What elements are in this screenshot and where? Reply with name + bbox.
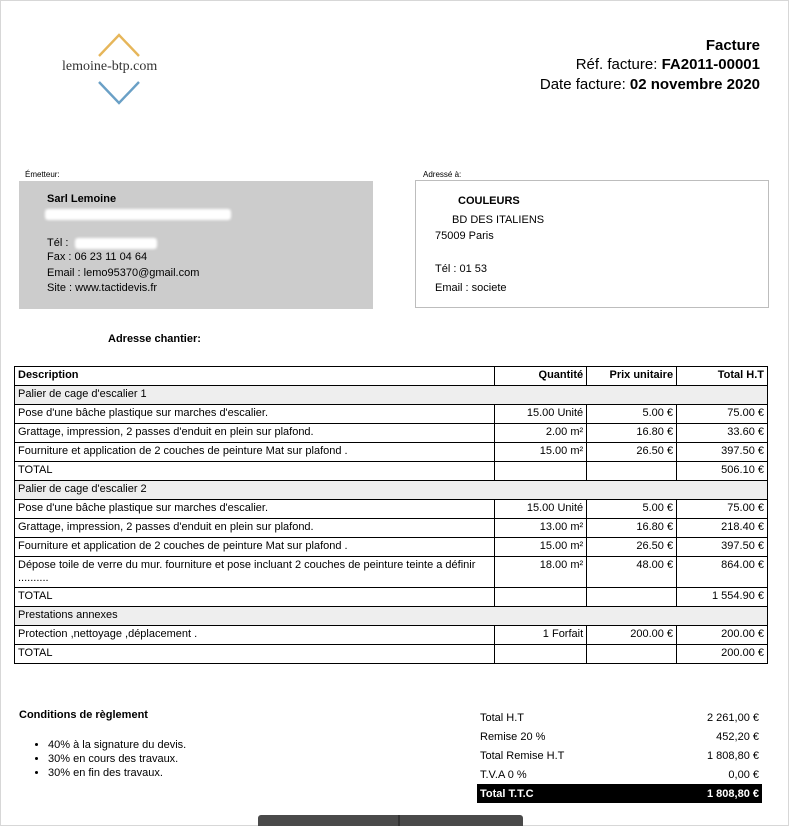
cell-description: Grattage, impression, 2 passes d'enduit en plein sur plafond. <box>15 519 495 538</box>
cell-unit-price: 200.00 € <box>587 626 677 645</box>
ref-value: FA2011-00001 <box>661 56 760 73</box>
col-description-header: Description <box>15 367 495 386</box>
emitter-email: Email : lemo95370@gmail.com <box>47 267 200 279</box>
chantier-address-label: Adresse chantier: <box>108 333 201 345</box>
totals-row <box>477 746 762 765</box>
section-title: Prestations annexes <box>15 607 768 626</box>
totals-value: 1 808,80 € <box>651 784 762 803</box>
table-row <box>15 557 768 588</box>
cell-total: 75.00 € <box>677 405 768 424</box>
subtotal-row <box>15 462 768 481</box>
recipient-name: COULEURS <box>458 195 520 207</box>
recipient-email: Email : societe <box>435 282 507 294</box>
totals-row <box>477 765 762 784</box>
grand-total-row <box>477 784 762 803</box>
emitter-name: Sarl Lemoine <box>47 193 117 205</box>
section-row <box>15 607 768 626</box>
totals-value: 452,20 € <box>716 730 759 743</box>
cell-unit-price: 48.00 € <box>587 557 677 588</box>
subtotal-row <box>15 645 768 664</box>
cell-total: 397.50 € <box>677 443 768 462</box>
cell-description: TOTAL <box>15 645 495 664</box>
cell-description: Grattage, impression, 2 passes d'enduit en plein sur plafond. <box>15 424 495 443</box>
logo-text: lemoine-btp.com <box>62 59 158 74</box>
cell-quantity <box>495 462 587 481</box>
totals-label: Remise 20 % <box>480 730 546 743</box>
cell-description: Fourniture et application de 2 couches de peinture Mat sur plafond . <box>15 538 495 557</box>
totals-row <box>477 727 762 746</box>
recipient-tel: Tél : 01 53 <box>435 263 487 275</box>
totals-row <box>477 708 762 727</box>
date-value: 02 novembre 2020 <box>629 76 760 93</box>
emitter-tel: Tél : <box>47 237 69 249</box>
recipient-city: 75009 Paris <box>435 230 494 242</box>
section-row <box>15 481 768 500</box>
invoice-reference <box>576 56 760 73</box>
recipient-box <box>415 180 769 308</box>
col-total-header: Total H.T <box>677 367 768 386</box>
cell-unit-price: 5.00 € <box>587 500 677 519</box>
cell-description: Fourniture et application de 2 couches de peinture Mat sur plafond . <box>15 443 495 462</box>
totals-value: 2 261,00 € <box>707 711 759 724</box>
condition-item: • 30% en cours des travaux. <box>48 752 186 766</box>
payment-conditions-title: Conditions de règlement <box>19 709 148 721</box>
table-row <box>15 538 768 557</box>
cell-total: 864.00 € <box>677 557 768 588</box>
cell-total: 397.50 € <box>677 538 768 557</box>
totals-table <box>477 708 762 803</box>
toolbar-bar[interactable] <box>258 815 523 826</box>
cell-quantity: 15.00 m² <box>495 538 587 557</box>
ref-label: Réf. facture: <box>575 56 658 73</box>
subtotal-row <box>15 588 768 607</box>
cell-total: 200.00 € <box>677 626 768 645</box>
totals-value: 1 808,80 € <box>707 749 759 762</box>
cell-description: TOTAL <box>15 588 495 607</box>
table-row <box>15 500 768 519</box>
col-quantity-header: Quantité <box>495 367 587 386</box>
cell-total: 75.00 € <box>677 500 768 519</box>
date-label: Date facture: <box>539 76 626 93</box>
redaction <box>75 238 157 249</box>
cell-unit-price: 16.80 € <box>587 519 677 538</box>
cell-unit-price: 5.00 € <box>587 405 677 424</box>
totals-value: 0,00 € <box>728 768 759 781</box>
recipient-street: BD DES ITALIENS <box>452 214 545 226</box>
recipient-label: Adressé à: <box>423 170 462 179</box>
invoice-items-table <box>14 366 768 664</box>
totals-label: Total T.T.C <box>477 784 651 803</box>
table-header-row <box>15 367 768 386</box>
cell-description: Pose d'une bâche plastique sur marches d'escalier. <box>15 500 495 519</box>
emitter-box <box>19 181 373 309</box>
cell-unit-price <box>587 588 677 607</box>
section-row <box>15 386 768 405</box>
section-title: Palier de cage d'escalier 2 <box>15 481 768 500</box>
cell-total: 506.10 € <box>677 462 768 481</box>
cell-quantity: 2.00 m² <box>495 424 587 443</box>
table-row <box>15 443 768 462</box>
toolbar-divider <box>398 815 400 826</box>
section-title: Palier de cage d'escalier 1 <box>15 386 768 405</box>
cell-description: TOTAL <box>15 462 495 481</box>
cell-total: 33.60 € <box>677 424 768 443</box>
cell-unit-price <box>587 462 677 481</box>
cell-quantity: 15.00 Unité <box>495 500 587 519</box>
cell-description: Protection ,nettoyage ,déplacement . <box>15 626 495 645</box>
cell-quantity <box>495 645 587 664</box>
cell-quantity: 15.00 Unité <box>495 405 587 424</box>
cell-quantity: 18.00 m² <box>495 557 587 588</box>
cell-quantity: 13.00 m² <box>495 519 587 538</box>
table-row <box>15 405 768 424</box>
cell-quantity: 1 Forfait <box>495 626 587 645</box>
col-unit-price-header: Prix unitaire <box>587 367 677 386</box>
cell-description: Pose d'une bâche plastique sur marches d'escalier. <box>15 405 495 424</box>
totals-label: Total Remise H.T <box>480 749 565 762</box>
cell-unit-price <box>587 645 677 664</box>
invoice-title: Facture <box>705 37 760 54</box>
condition-item: • 40% à la signature du devis. <box>48 738 186 752</box>
emitter-site: Site : www.tactidevis.fr <box>47 282 158 294</box>
invoice-date <box>540 76 760 93</box>
table-row <box>15 519 768 538</box>
cell-description: Dépose toile de verre du mur. fourniture et pose incluant 2 couches de peinture teinte a définir .......... <box>15 557 495 588</box>
table-row <box>15 424 768 443</box>
cell-unit-price: 26.50 € <box>587 538 677 557</box>
cell-quantity: 15.00 m² <box>495 443 587 462</box>
cell-total: 218.40 € <box>677 519 768 538</box>
cell-quantity <box>495 588 587 607</box>
cell-total: 1 554.90 € <box>677 588 768 607</box>
emitter-label: Émetteur: <box>25 170 60 179</box>
cell-total: 200.00 € <box>677 645 768 664</box>
emitter-fax: Fax : 06 23 11 04 64 <box>47 251 148 263</box>
cell-unit-price: 16.80 € <box>587 424 677 443</box>
payment-conditions-list <box>34 738 186 780</box>
condition-item: • 30% en fin des travaux. <box>48 766 186 780</box>
totals-label: Total H.T <box>480 711 525 724</box>
cell-unit-price: 26.50 € <box>587 443 677 462</box>
redaction <box>45 209 231 220</box>
table-row <box>15 626 768 645</box>
totals-label: T.V.A 0 % <box>480 768 527 781</box>
